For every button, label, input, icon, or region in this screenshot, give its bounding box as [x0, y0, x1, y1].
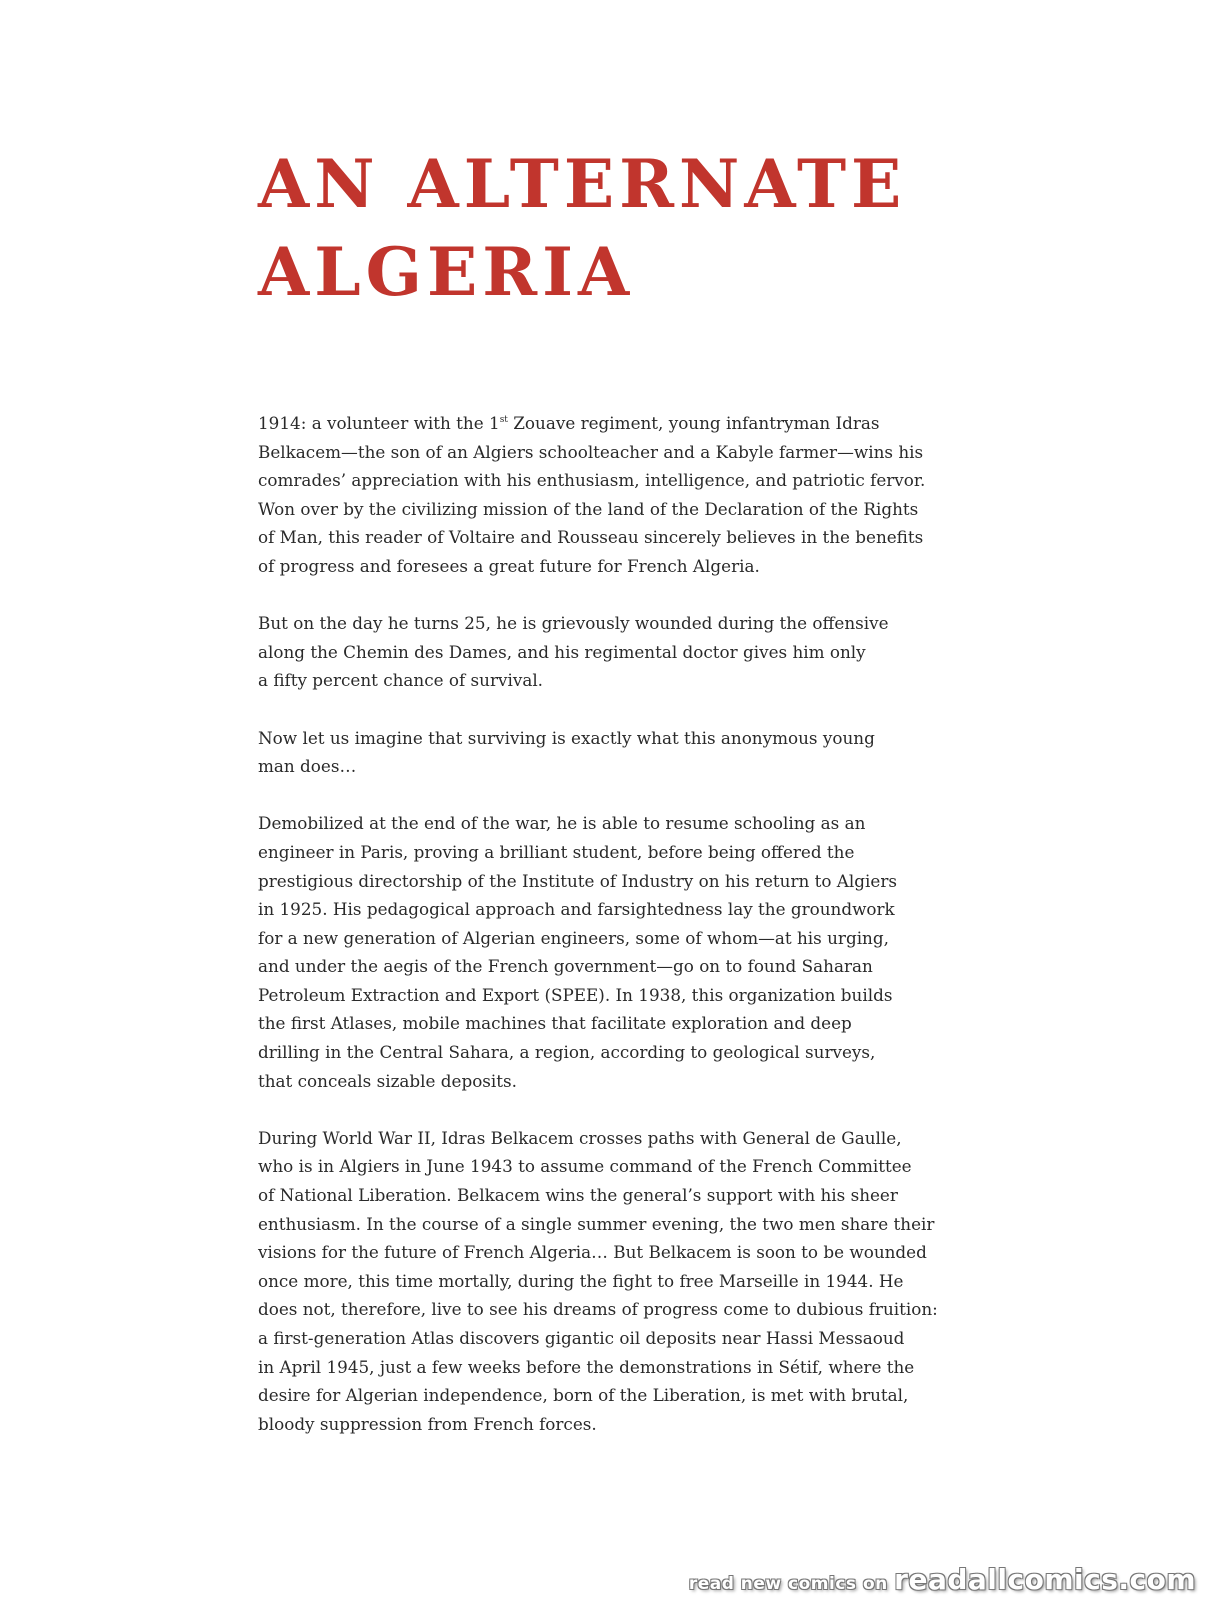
text-line: a fifty percent chance of survival.	[258, 670, 544, 691]
paragraph-1	[258, 409, 970, 581]
text-line: that conceals sizable deposits.	[258, 1070, 517, 1091]
watermark-site: readallcomics.com	[894, 1563, 1196, 1596]
paragraph-5	[258, 1124, 970, 1439]
text-line: for a new generation of Algerian engineers, some of whom—at his urging,	[258, 927, 889, 948]
text-line: man does…	[258, 756, 357, 777]
text-line: in April 1945, just a few weeks before the demonstrations in Sétif, where the	[258, 1356, 915, 1377]
paragraph-4	[258, 809, 970, 1095]
text-line: once more, this time mortally, during the fight to free Marseille in 1944. He	[258, 1270, 904, 1291]
text-line: of National Liberation. Belkacem wins the general’s support with his sheer	[258, 1185, 898, 1206]
text-line: desire for Algerian independence, born of the Liberation, is met with brutal,	[258, 1385, 909, 1406]
ordinal-superscript: st	[499, 415, 508, 425]
text-line: the first Atlases, mobile machines that facilitate exploration and deep	[258, 1013, 852, 1034]
text-line: comrades’ appreciation with his enthusiasm, intelligence, and patriotic fervor.	[258, 470, 926, 491]
text-line: bloody suppression from French forces.	[258, 1413, 597, 1434]
text-line: a first-generation Atlas discovers gigantic oil deposits near Hassi Messaoud	[258, 1328, 905, 1348]
title-line: AN ALTERNATE	[258, 145, 907, 223]
text-line: enthusiasm. In the course of a single summer evening, the two men share their	[258, 1213, 935, 1234]
body-text	[258, 409, 970, 1467]
text-line: Belkacem—the son of an Algiers schoolteacher and a Kabyle farmer—wins his	[258, 441, 924, 462]
text-fragment: 1914: a volunteer with the 1	[258, 413, 500, 433]
paragraph-2	[258, 609, 970, 695]
page-title	[258, 140, 958, 316]
text-line: of Man, this reader of Voltaire and Rousseau sincerely believes in the benefits	[258, 527, 924, 548]
text-line: along the Chemin des Dames, and his regimental doctor gives him only	[258, 641, 866, 662]
text-line: visions for the future of French Algeria… But Belkacem is soon to be wounded	[258, 1242, 927, 1263]
text-line: prestigious directorship of the Institute of Industry on his return to Algiers	[258, 870, 897, 891]
text-line	[258, 409, 970, 438]
text-line: who is in Algiers in June 1943 to assume command of the French Committee	[258, 1156, 912, 1177]
site-watermark	[689, 1563, 1196, 1596]
text-line: Petroleum Extraction and Export (SPEE). In 1938, this organization builds	[258, 984, 893, 1005]
text-line: During World War II, Idras Belkacem crosses paths with General de Gaulle,	[258, 1127, 902, 1148]
text-line: Won over by the civilizing mission of the land of the Declaration of the Rights	[258, 498, 919, 519]
text-line: Demobilized at the end of the war, he is able to resume schooling as an	[258, 813, 866, 834]
paragraph-3	[258, 724, 970, 781]
text-line: Now let us imagine that surviving is exactly what this anonymous young	[258, 727, 875, 748]
watermark-prefix: read new comics on	[688, 1574, 895, 1594]
text-line: in 1925. His pedagogical approach and farsightedness lay the groundwork	[258, 899, 895, 920]
text-fragment: Zouave regiment, young infantryman Idras	[507, 413, 880, 433]
text-line: and under the aegis of the French government—go on to found Saharan	[258, 956, 873, 977]
text-line: drilling in the Central Sahara, a region, according to geological surveys,	[258, 1042, 876, 1063]
text-line: of progress and foresees a great future for French Algeria.	[258, 555, 760, 576]
text-line: engineer in Paris, proving a brilliant student, before being offered the	[258, 841, 855, 862]
text-line: does not, therefore, live to see his dreams of progress come to dubious fruition:	[258, 1299, 938, 1320]
title-line: ALGERIA	[258, 233, 635, 311]
text-line: But on the day he turns 25, he is grievously wounded during the offensive	[258, 613, 889, 634]
